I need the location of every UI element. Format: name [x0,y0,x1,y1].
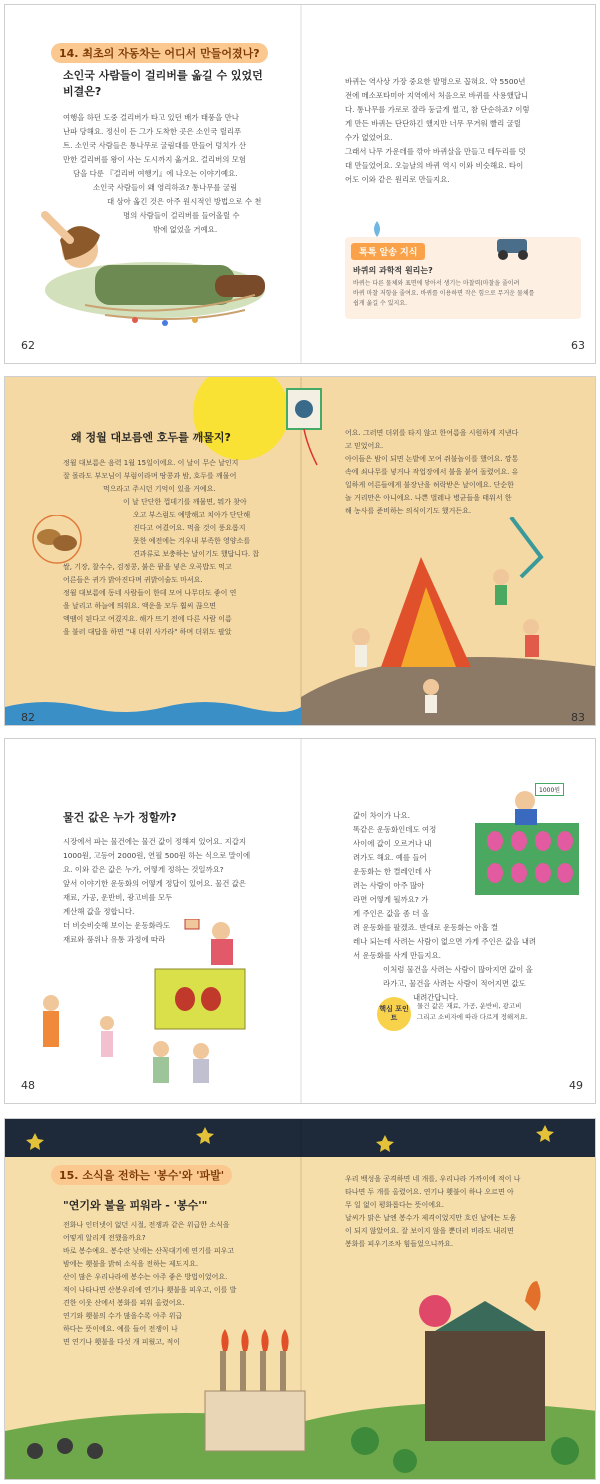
text-line: 무 일 없이 평화롭다는 뜻이에요. [345,1201,445,1209]
text-line: 게 만든 바퀴는 단단하긴 했지만 너무 무거워 빨리 굴릴 [345,119,521,128]
text-line: 계산해 값을 정합니다. [63,907,135,916]
spread-beacon-fire [4,1118,596,1480]
tip-tag: 톡톡 알송 지식 [351,243,425,260]
text-line: 밖에 없었을 거예요. [153,225,218,234]
nuts-illustration [23,515,93,565]
text-line: 재료와 품위나 유통 과정에 따라 [63,935,166,944]
text-line: 그리고 소비자에 따라 다르게 정해져요. [417,1013,528,1021]
text-line: 쌀, 기장, 찰수수, 검정콩, 붉은 팥을 넣은 오곡밥도 먹고 [63,563,232,571]
text-line: 대 만들었어요. 오늘날의 바퀴 역시 이와 비슷해요. 타이 [345,161,524,170]
spread-pages-82-83 [4,376,596,726]
text-line: 밤에는 횃불을 밝혀 소식을 전하는 제도지요. [63,1260,199,1268]
text-line: 서 운동화를 사게 만들지요. [353,951,441,960]
text-line: 오고 부스럼도 예방해고 치아가 단단해 [133,511,251,519]
droplet-icon [367,219,387,239]
text-line: 바퀴는 다른 물체와 표면에 닿아서 생기는 마찰력(마찰을 줄이려 [353,280,520,287]
shoe-shop-illustration [25,919,265,1089]
text-line: 더 비슷비슷해 보이는 운동화라도 [63,921,171,930]
text-line: 값이 차이가 나요. [353,811,411,820]
text-line: 물건 값은 재료, 가공, 운반비, 광고비 [417,1002,522,1010]
chapter-band-title: 14. 최초의 자동차는 어디서 만들어졌나? [51,43,268,63]
text-line: 레나 되는데 사려는 사람이 없으면 가게 주인은 값을 내려 [353,937,537,946]
text-line: 재료, 가공, 운반비, 광고비를 모두 [63,893,173,902]
chapter-band-title: 15. 소식을 전하는 '봉수'와 '파발' [51,1165,232,1185]
spread-pages-62-63 [4,4,596,364]
text-line: 해 농사를 준비하는 의식이기도 했거든요. [345,507,472,515]
key-point-bubble: 핵심 포인트 [377,997,411,1031]
text-line: 려가도 해요. 예를 들어 [353,853,427,862]
text-line: 어도 이와 같은 원리로 만들지요. [345,175,450,184]
text-line: 난파 당해요. 정신이 든 그가 도착한 곳은 소인국 릴리푸 [63,127,242,136]
page-number-left: 48 [21,1079,35,1092]
text-line: 견한 이웃 산에서 봉화를 피워 올렸어요. [63,1299,185,1307]
text-line: 놀 거리만은 아니에요. 나쁜 벌레나 병균들을 태워서 한 [345,494,512,502]
text-line: 면 연기나 횃불을 다섯 개 피웠고, 적이 [63,1338,181,1346]
text-line: 내려간답니다. [413,993,459,1002]
gutter [300,739,302,1103]
gulliver-illustration [25,195,275,335]
text-line: 잘 몰라도 부모님이 부럼이라며 땅콩과 밤, 호두를 깨물어 [63,472,237,480]
text-line: 소인국 사람들이 왜 영리하죠? 통나무를 굴림 [93,183,238,192]
shoe-wall-illustration [465,783,585,903]
text-line: 바로 봉수예요. 봉수란 낮에는 산꼭대기에 연기를 피우고 [63,1247,235,1255]
gutter [300,5,302,363]
text-line: 봉화를 피우기조차 힘들었으니까요. [345,1240,454,1248]
page-number-right: 83 [571,711,585,724]
text-line: 담을 다룬 『걸리버 여행기』에 나오는 이야기예요. [73,169,238,178]
text-line: 대 삼아 옮긴 것은 아주 원시적인 방법으로 수 천 [107,197,262,206]
car-icon [491,231,537,261]
subtitle-line-1: 소인국 사람들이 걸리버를 옮길 수 있었던 [63,69,263,82]
text-line: 이처럼 물건을 사려는 사람이 많아지면 값이 올 [383,965,533,974]
tip-body [353,279,534,309]
text-line: 정월 대보름은 음력 1월 15일이에요. 이 날이 무슨 날인지 [63,459,239,467]
text-line: 그래서 나무 가운데를 깎아 바퀴살을 만들고 테두리를 덧 [345,147,526,156]
text-line: 어요. 그러면 더위를 타지 않고 한여름을 시원하게 지낸다 [345,429,519,437]
text-line: 게 주인은 값을 좀 더 올 [353,909,430,918]
text-line: 시장에서 파는 물건에는 물건 값이 정해져 있어요. 지갑지 [63,837,247,846]
text-line: 하다는 뜻이에요. 예를 들어 전쟁이 나 [63,1325,178,1333]
text-line: 전화나 인터넷이 없던 시절, 전쟁과 같은 위급한 소식을 [63,1221,230,1229]
text-line: 여행을 하던 도중 걸리버가 타고 있던 배가 태풍을 만나 [63,113,239,122]
text-line: 이 되지 않았어요. 잘 보이지 않을 뿐더러 비라도 내리면 [345,1227,514,1235]
tip-title: 바퀴의 과학적 원리는? [353,266,433,275]
text-line: 산이 많은 우리나라에 봉수는 아주 좋은 방법이었어요. [63,1273,228,1281]
text-line: 어른들은 귀가 밝아진다며 귀밝이술도 마셔요. [63,576,203,584]
bonfire-scene-illustration [301,517,596,726]
text-line: 이 날 단단한 껍데기를 깨물면, 뭐가 찾아 [123,498,247,506]
text-line: 우리 백성을 공격하면 네 개를, 우리나라 가까이에 적이 나 [345,1175,521,1183]
text-line: 트. 소인국 사람들은 통나무로 굴림대를 만들어 덩치가 산 [63,141,247,150]
text-line: 다. 통나무를 가로로 잘라 둥글게 썰고, 참 단순하죠? 이렇 [345,105,530,114]
body-text-right [345,427,585,518]
text-line: 려는 사람이 아주 많아 [353,881,425,890]
text-line: 어떻게 알리게 전했을까요? [63,1234,146,1242]
page-number-right: 63 [571,339,585,352]
text-line: 견과류로 보충하는 날이기도 했답니다. 찹 [133,550,260,558]
text-line: 못한 예전에는 겨우내 부족한 영양소를 [133,537,251,545]
text-line: 요. 이와 같은 값은 누가, 어떻게 정하는 것일까요? [63,865,224,874]
text-line: 연기와 횃불의 수가 많을수록 아주 위급 [63,1312,183,1320]
text-line: 날씨가 맑은 날엔 봉수가 제격이었지만 흐린 날에는 도움 [345,1214,517,1222]
text-line: 적이 나타나면 산봉우리에 연기나 횃불을 피우고, 이를 발 [63,1286,237,1294]
sea-illustration [5,697,301,726]
text-line: 라면 어떻게 될까요? 가 [353,895,429,904]
text-line: 수가 없었어요. [345,133,393,142]
text-line: 진다고 여겼어요. 먹을 것이 풍요롭지 [133,524,246,532]
text-line: 바퀴는 역사상 가장 중요한 발명으로 꼽혀요. 약 5500년 [345,77,526,86]
text-line: 전에 메소포타미아 지역에서 처음으로 바퀴를 사용했답니 [345,91,529,100]
text-line: 라가고, 물건을 사려는 사람이 적어지면 값도 [383,979,526,988]
subtitle-line-2: 비결은? [63,85,102,98]
text-line: 려 운동화를 팔겠죠. 반대로 운동화는 아홉 켤 [353,923,498,932]
body-text-left [63,457,303,639]
text-line: 명의 사람들이 걸리버를 들어올릴 수 [123,211,240,220]
text-line: 을 날리고 하늘에 띄워요. 액운을 모두 훨씨 끊으면 [63,602,217,610]
text-line: 운동화는 한 켤레인데 사 [353,867,432,876]
page-number-left: 62 [21,339,35,352]
price-sign: 1000원 [535,783,564,796]
text-line: 똑같은 운동화인데도 여정 [353,825,437,834]
body-text-right [345,75,585,187]
body-text-right [345,1173,589,1251]
text-line: 타나면 두 개를 올렸어요. 연기나 횃불이 하나 오르면 아 [345,1188,514,1196]
text-line: 바퀴 마찰 저항을 줄여요. 바퀴를 이용하면 작은 힘으로 무거운 물체를 [353,290,535,297]
text-line: 1000원, 고등어 2000원, 연필 500원 하는 식으로 말이에 [63,851,251,860]
text-line: 사이에 값이 오르거나 내 [353,839,432,848]
beacon-fortress-illustration [5,1281,596,1480]
page-number-right: 49 [569,1079,583,1092]
page-number-left: 82 [21,711,35,724]
section-title: 왜 정월 대보름엔 호두를 깨물지? [71,431,231,444]
text-line: 을 불러 대답을 하면 "내 더위 사가라" 하며 더위도 팔았 [63,628,232,636]
subtitle: "연기와 불을 피워라 - '봉수'" [63,1199,208,1212]
section-title: 물건 값은 누가 정할까? [63,811,177,824]
text-line: 고 믿었어요. [345,442,384,450]
text-line: 만한 걸리버를 왕이 사는 도시까지 옮겨요. 걸리버의 모험 [63,155,247,164]
text-line: 액땜이 된다고 여겼지요. 해가 뜨기 전에 다른 사람 이름 [63,615,232,623]
text-line: 앞서 이야기한 운동화의 어떻게 정답이 있어요. 물건 값은 [63,879,247,888]
text-line: 일하게 어른들에게 불장난을 허락받은 날이에요. 단순한 [345,481,514,489]
key-point-note [417,1001,528,1023]
text-line: 아이들은 밤이 되면 논밭에 모여 쥐불놀이를 했어요. 깡통 [345,455,519,463]
text-line: 정월 대보름에 동네 사람들이 한데 모여 나무더도 좋이 연 [63,589,237,597]
tip-box [345,237,581,319]
text-line: 쉽게 옮길 수 있지요. [353,300,407,307]
spread-pages-48-49 [4,738,596,1104]
text-line: 먹으라고 주시던 기억이 있을 거예요. [103,485,216,493]
text-line: 속에 쇠나무를 넣거나 작업장에서 불을 붙여 돌렸어요. 유 [345,468,519,476]
